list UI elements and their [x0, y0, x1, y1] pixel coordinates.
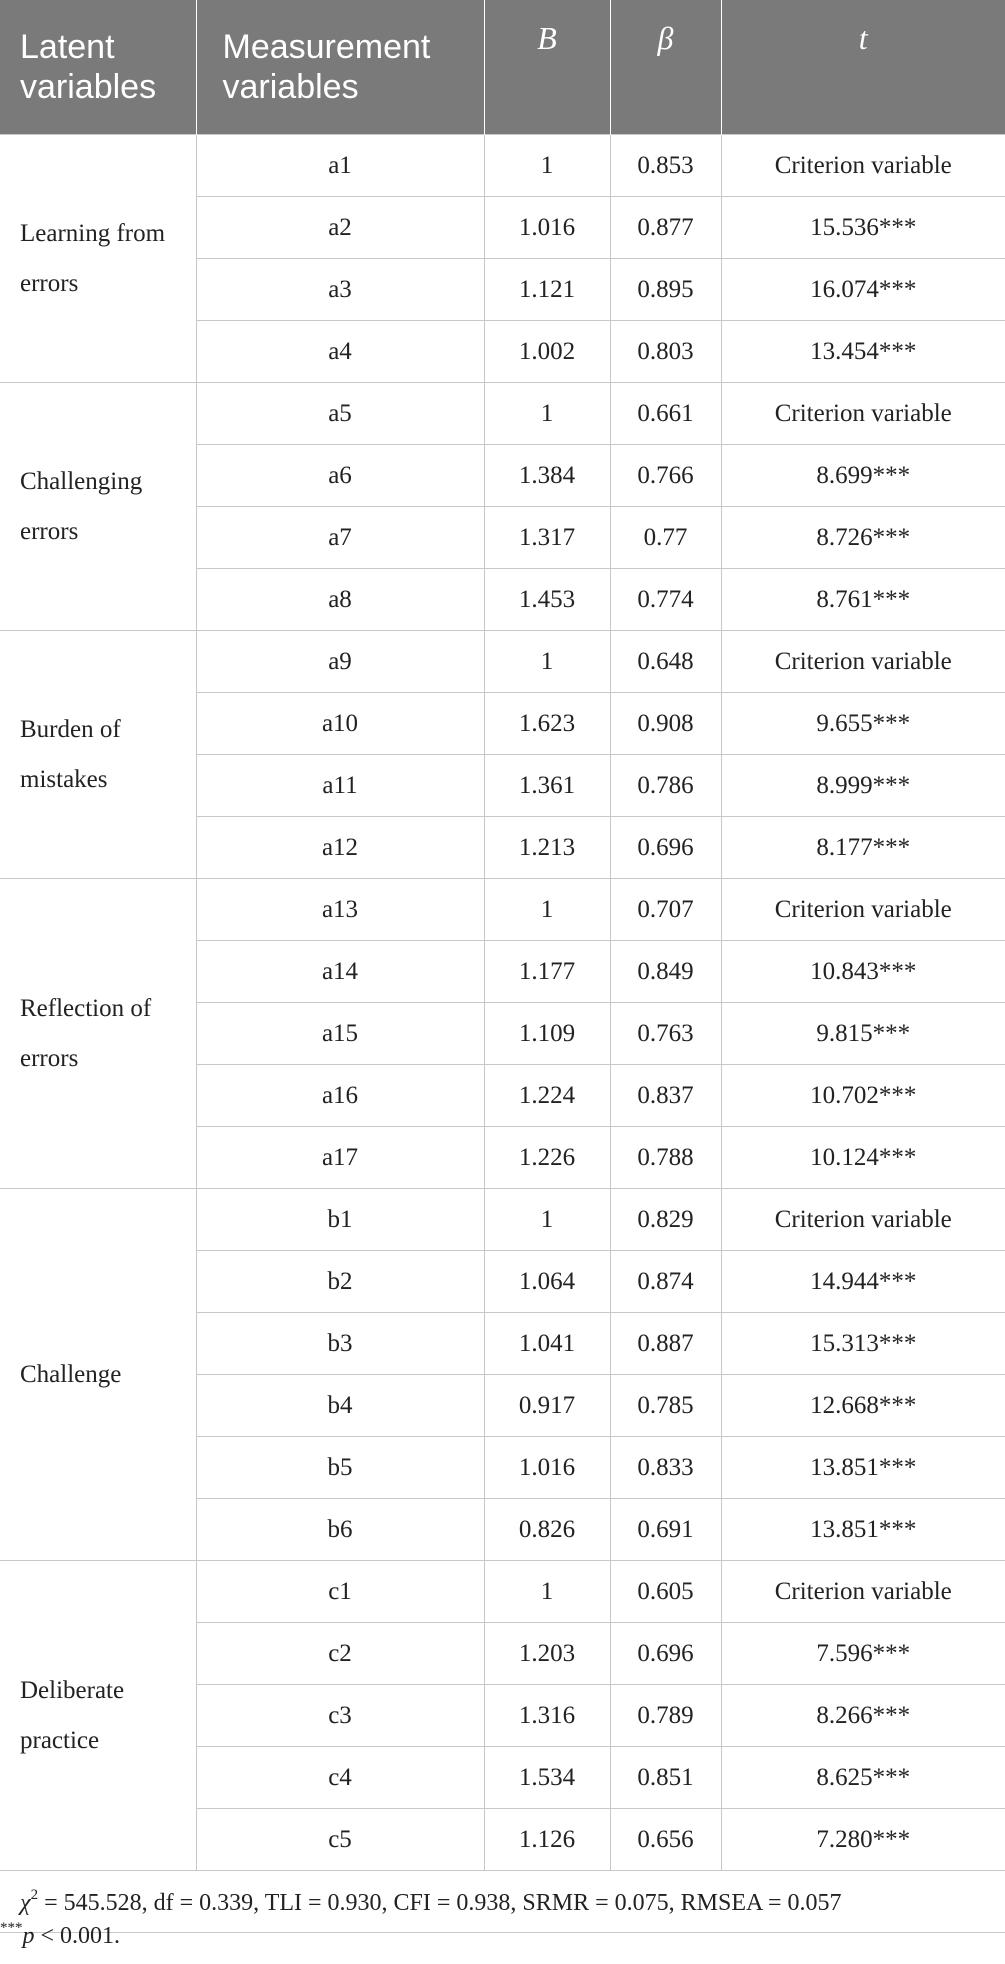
beta-cell: 0.851 — [610, 1747, 721, 1809]
t-cell: 8.761*** — [721, 569, 1005, 631]
t-cell: 14.944*** — [721, 1251, 1005, 1313]
latent-variable-cell: Challenge — [0, 1189, 196, 1561]
note-stars: *** — [0, 1920, 23, 1936]
b-cell: 1.384 — [484, 445, 610, 507]
b-cell: 1.226 — [484, 1127, 610, 1189]
b-cell: 1.177 — [484, 941, 610, 1003]
measurement-cell: b1 — [196, 1189, 484, 1251]
measurement-cell: a16 — [196, 1065, 484, 1127]
b-cell: 1.623 — [484, 693, 610, 755]
beta-cell: 0.837 — [610, 1065, 721, 1127]
measurement-cell: a3 — [196, 259, 484, 321]
header-measurement-variables: Measurement variables — [196, 0, 484, 135]
beta-cell: 0.874 — [610, 1251, 721, 1313]
measurement-cell: a6 — [196, 445, 484, 507]
measurement-cell: a2 — [196, 197, 484, 259]
measurement-cell: a11 — [196, 755, 484, 817]
beta-cell: 0.766 — [610, 445, 721, 507]
t-cell: 10.124*** — [721, 1127, 1005, 1189]
t-cell: 7.596*** — [721, 1623, 1005, 1685]
table-row — [0, 631, 1005, 693]
b-cell: 1.002 — [484, 321, 610, 383]
t-cell: 8.726*** — [721, 507, 1005, 569]
measurement-cell: a12 — [196, 817, 484, 879]
beta-cell: 0.785 — [610, 1375, 721, 1437]
beta-cell: 0.77 — [610, 507, 721, 569]
table-row — [0, 1561, 1005, 1623]
beta-cell: 0.786 — [610, 755, 721, 817]
latent-variable-cell: Reflection of errors — [0, 879, 196, 1189]
measurement-cell: b6 — [196, 1499, 484, 1561]
measurement-cell: c3 — [196, 1685, 484, 1747]
t-cell: 13.851*** — [721, 1437, 1005, 1499]
beta-cell: 0.696 — [610, 1623, 721, 1685]
header-row — [0, 0, 1005, 135]
t-cell: 8.999*** — [721, 755, 1005, 817]
beta-cell: 0.691 — [610, 1499, 721, 1561]
beta-cell: 0.849 — [610, 941, 721, 1003]
table-row — [0, 383, 1005, 445]
measurement-cell: a1 — [196, 135, 484, 197]
b-cell: 1 — [484, 383, 610, 445]
header-latent-variables: Latent variables — [0, 0, 196, 135]
b-cell: 1.534 — [484, 1747, 610, 1809]
table-header — [0, 0, 1005, 135]
measurement-cell: c5 — [196, 1809, 484, 1871]
b-cell: 1.064 — [484, 1251, 610, 1313]
measurement-cell: a15 — [196, 1003, 484, 1065]
t-cell: 7.280*** — [721, 1809, 1005, 1871]
b-cell: 0.917 — [484, 1375, 610, 1437]
b-cell: 1.361 — [484, 755, 610, 817]
measurement-cell: a9 — [196, 631, 484, 693]
t-cell: 10.702*** — [721, 1065, 1005, 1127]
beta-cell: 0.833 — [610, 1437, 721, 1499]
measurement-cell: a4 — [196, 321, 484, 383]
b-cell: 1.016 — [484, 1437, 610, 1499]
chi-square-symbol: χ — [20, 1889, 31, 1916]
beta-cell: 0.877 — [610, 197, 721, 259]
t-cell: Criterion variable — [721, 1189, 1005, 1251]
measurement-cell: a7 — [196, 507, 484, 569]
b-cell: 1.316 — [484, 1685, 610, 1747]
t-cell: 9.815*** — [721, 1003, 1005, 1065]
measurement-cell: a8 — [196, 569, 484, 631]
t-cell: 15.536*** — [721, 197, 1005, 259]
measurement-cell: a13 — [196, 879, 484, 941]
b-cell: 1 — [484, 631, 610, 693]
b-cell: 0.826 — [484, 1499, 610, 1561]
b-cell: 1 — [484, 879, 610, 941]
t-cell: 8.177*** — [721, 817, 1005, 879]
measurement-cell: a10 — [196, 693, 484, 755]
beta-cell: 0.656 — [610, 1809, 721, 1871]
beta-cell: 0.829 — [610, 1189, 721, 1251]
beta-cell: 0.707 — [610, 879, 721, 941]
table-row — [0, 1189, 1005, 1251]
t-cell: 13.454*** — [721, 321, 1005, 383]
measurement-cell: c2 — [196, 1623, 484, 1685]
beta-cell: 0.788 — [610, 1127, 721, 1189]
t-cell: 8.625*** — [721, 1747, 1005, 1809]
b-cell: 1 — [484, 1561, 610, 1623]
beta-cell: 0.789 — [610, 1685, 721, 1747]
b-cell: 1.126 — [484, 1809, 610, 1871]
t-cell: Criterion variable — [721, 1561, 1005, 1623]
measurement-cell: c4 — [196, 1747, 484, 1809]
beta-cell: 0.774 — [610, 569, 721, 631]
significance-note — [0, 1920, 120, 1950]
t-cell: 8.699*** — [721, 445, 1005, 507]
beta-cell: 0.895 — [610, 259, 721, 321]
b-cell: 1.213 — [484, 817, 610, 879]
beta-cell: 0.696 — [610, 817, 721, 879]
t-cell: 15.313*** — [721, 1313, 1005, 1375]
measurement-cell: a5 — [196, 383, 484, 445]
t-cell: 8.266*** — [721, 1685, 1005, 1747]
b-cell: 1.109 — [484, 1003, 610, 1065]
b-cell: 1.016 — [484, 197, 610, 259]
table-row — [0, 879, 1005, 941]
measurement-cell: b4 — [196, 1375, 484, 1437]
header-t: t — [721, 0, 1005, 135]
note-text: < 0.001. — [34, 1923, 121, 1949]
beta-cell: 0.908 — [610, 693, 721, 755]
fit-indices-row — [0, 1871, 1005, 1933]
table-row — [0, 135, 1005, 197]
t-cell: 12.668*** — [721, 1375, 1005, 1437]
b-cell: 1.224 — [484, 1065, 610, 1127]
measurement-cell: b2 — [196, 1251, 484, 1313]
measurement-cell: b3 — [196, 1313, 484, 1375]
latent-variable-cell: Deliberate practice — [0, 1561, 196, 1871]
latent-variable-cell: Learning from errors — [0, 135, 196, 383]
t-cell: Criterion variable — [721, 631, 1005, 693]
beta-cell: 0.648 — [610, 631, 721, 693]
table-body — [0, 135, 1005, 1933]
measurement-cell: a14 — [196, 941, 484, 1003]
b-cell: 1.317 — [484, 507, 610, 569]
measurement-cell: a17 — [196, 1127, 484, 1189]
b-cell: 1.041 — [484, 1313, 610, 1375]
beta-cell: 0.763 — [610, 1003, 721, 1065]
beta-cell: 0.853 — [610, 135, 721, 197]
fit-indices-text: = 545.528, df = 0.339, TLI = 0.930, CFI = 0.938, SRMR = 0.075, RMSEA = 0.057 — [38, 1889, 842, 1916]
t-cell: 13.851*** — [721, 1499, 1005, 1561]
header-b: B — [484, 0, 610, 135]
t-cell: Criterion variable — [721, 879, 1005, 941]
chi-square-superscript: 2 — [30, 1886, 39, 1903]
t-cell: 16.074*** — [721, 259, 1005, 321]
b-cell: 1 — [484, 1189, 610, 1251]
b-cell: 1.121 — [484, 259, 610, 321]
beta-cell: 0.887 — [610, 1313, 721, 1375]
b-cell: 1.203 — [484, 1623, 610, 1685]
beta-cell: 0.661 — [610, 383, 721, 445]
beta-cell: 0.803 — [610, 321, 721, 383]
measurement-cell: b5 — [196, 1437, 484, 1499]
t-cell: Criterion variable — [721, 135, 1005, 197]
latent-variable-cell: Burden of mistakes — [0, 631, 196, 879]
note-p: p — [22, 1923, 35, 1949]
beta-cell: 0.605 — [610, 1561, 721, 1623]
measurement-cell: c1 — [196, 1561, 484, 1623]
fit-indices-cell — [0, 1871, 1005, 1933]
header-beta: β — [610, 0, 721, 135]
t-cell: 9.655*** — [721, 693, 1005, 755]
t-cell: 10.843*** — [721, 941, 1005, 1003]
b-cell: 1.453 — [484, 569, 610, 631]
t-cell: Criterion variable — [721, 383, 1005, 445]
b-cell: 1 — [484, 135, 610, 197]
latent-variable-cell: Challenging errors — [0, 383, 196, 631]
